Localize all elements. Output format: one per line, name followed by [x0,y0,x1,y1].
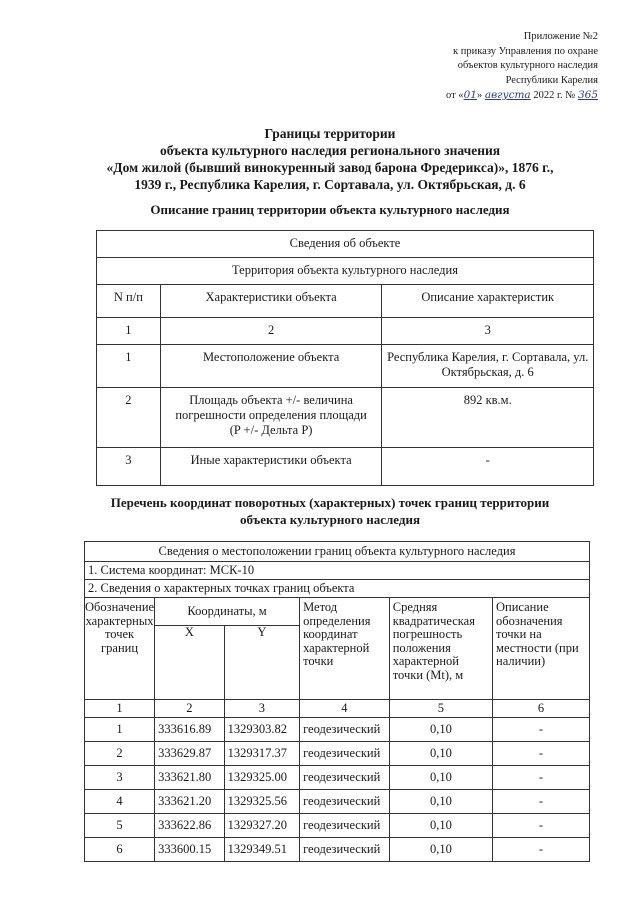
table-row: 2 Площадь объекта +/- величина погрешности определения площади (P +/- Дельта P) 892 кв.м. [97,388,594,448]
table-header: Территория объекта культурного наследия [97,258,594,285]
table-header: Сведения о местоположении границ объекта культурного наследия [85,542,590,562]
column-number: 3 [382,318,594,345]
order-date-line: от «01» августа 2022 г. № 365 [445,89,598,101]
coordinates-table [84,541,590,862]
table-row: 2 333629.87 1329317.37 геодезический 0,10 - [85,742,590,766]
column-header: Y [224,626,300,700]
column-number: 1 [85,700,155,718]
appendix-block [446,30,598,104]
table-row: 6 333600.15 1329349.51 геодезический 0,10 - [85,838,590,862]
section-title: Описание границ территории объекта культурного наследия [150,202,510,217]
column-number: 6 [493,700,590,718]
column-header: Описание обозначения точки на местности (при наличии) [493,598,590,700]
appendix-line: Приложение №2 [523,31,598,42]
column-number: 2 [155,700,225,718]
order-day: 01 [463,89,477,101]
appendix-line: Республики Карелия [505,74,598,86]
column-header: N п/п [97,285,161,318]
table-row: 3 333621.80 1329325.00 геодезический 0,10 - [85,766,590,790]
table-row: 3 Иные характеристики объекта - [97,448,594,486]
column-header: Координаты, м [155,598,300,626]
table-row: 1 333616.89 1329303.82 геодезический 0,10 - [85,718,590,742]
table-header: Сведения об объекте [97,231,594,258]
column-number: 1 [97,318,161,345]
column-header: Описание характеристик [382,285,594,318]
order-month: августа [484,89,531,101]
coordinates-title: Перечень координат поворотных (характерных) точек границ территории объекта культурного наследия [110,495,550,527]
object-info-table [96,230,594,486]
column-number: 5 [389,700,492,718]
appendix-line: к приказу Управления по охране [453,45,598,57]
document-title: Границы территории объекта культурного наследия регионального значения «Дом жилой (бывший винокуренный завод барона Фредерикса)», 1876 г., 1939 г., Республика Карелия, г. Сортавала, ул. Октябрьская, д. 6 [106,126,554,192]
column-header: Метод определения координат характерной точки [300,598,390,700]
column-number: 3 [224,700,300,718]
column-number: 2 [160,318,382,345]
column-header: Характеристики объекта [160,285,382,318]
table-row: 5 333622.86 1329327.20 геодезический 0,10 - [85,814,590,838]
column-header: Средняя квадратическая погрешность положения характерной точки (Mt), м [389,598,492,700]
column-header: X [155,626,225,700]
table-row: 4 333621.20 1329325.56 геодезический 0,10 - [85,790,590,814]
appendix-line: объектов культурного наследия [457,60,598,71]
column-header: Обозначение характерных точек границ [85,598,155,700]
table-header: 2. Сведения о характерных точках границ объекта [85,580,590,598]
coordinate-system: 1. Система координат: МСК-10 [85,562,590,580]
order-number: 365 [577,89,598,101]
column-number: 4 [300,700,390,718]
table-row: 1 Местоположение объекта Республика Карелия, г. Сортавала, ул. Октябрьская, д. 6 [97,345,594,388]
